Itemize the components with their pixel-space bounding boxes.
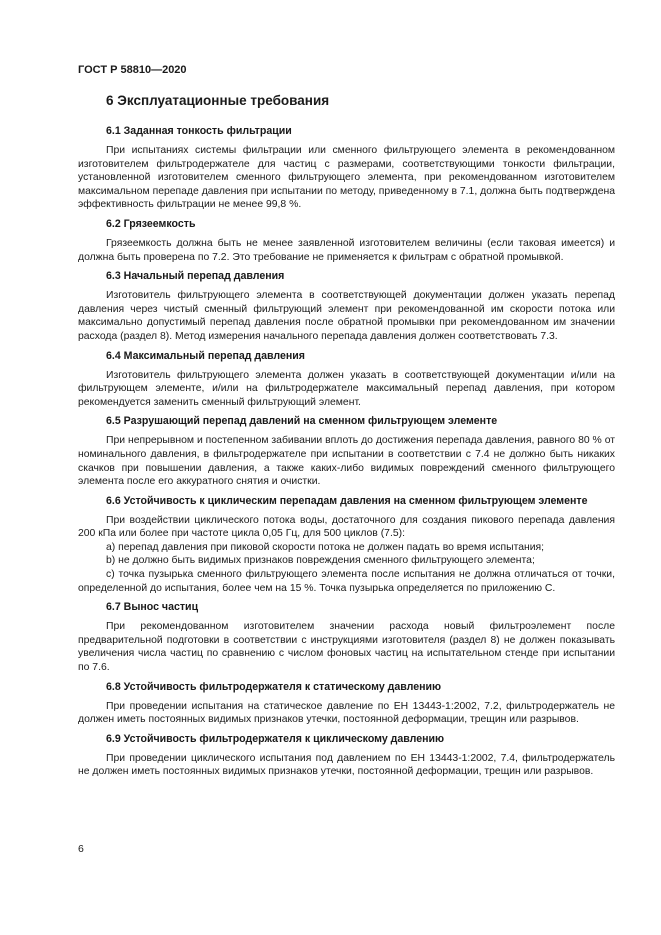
- section-title: 6 Эксплуатационные требования: [106, 93, 330, 108]
- subsection-title-6-5: 6.5 Разрушающий перепад давлений на сменном фильтрующем элементе: [106, 415, 498, 428]
- page-number: 6: [78, 843, 84, 855]
- paragraph: При проведении циклического испытания под давлением по ЕН 13443-1:2002, 7.4, фильтродержатель не должен иметь постоянных видимых признаков утечки, постоянной деформации, трещин или разрывов.: [78, 752, 615, 778]
- paragraph: При рекомендованном изготовителем значении расхода новый фильтроэлемент после предварительной подготовки в соответствии с инструкциями изготовителя (раздел 8) не должен показывать увеличения числа частиц по сравнению с числом фоновых частиц на испытательном стенде при испытании по 7.6.: [78, 621, 615, 674]
- subsection-title-6-9: 6.9 Устойчивость фильтродержателя к циклическому давлению: [106, 732, 445, 745]
- list-item: c) точка пузырька сменного фильтрующего элемента после испытания не должна отличаться от точки, определенной до испытания, более чем на 15 %. Точка пузырька определяется по приложению С.: [78, 569, 615, 594]
- paragraph: При проведении испытания на статическое давление по ЕН 13443-1:2002, 7.2, фильтродержатель не должен иметь постоянных видимых признаков утечки, постоянной деформации, трещин или разрывов.: [78, 700, 615, 726]
- paragraph: При испытаниях системы фильтрации или сменного фильтрующего элемента в рекомендованном изготовителем фильтродержателе для частиц с размерами, соответствующими тонкости фильтрации, установленной изготовителем сменного фильтрующего элемента, при рекомендованном изготовителем максимальном перепаде давления при испытании по методу, приведенному в 7.1, должна быть подтверждена эффективность фильтрации не менее 99,8 %.: [78, 145, 615, 211]
- paragraph: Грязеемкость должна быть не менее заявленной изготовителем величины (если таковая имеется) и должна быть проверена по 7.2. Это требование не применяется к фильтрам с обратной промывкой.: [78, 237, 615, 263]
- document-header: ГОСТ Р 58810—2020: [78, 64, 187, 76]
- subsection-title-6-7: 6.7 Вынос частиц: [106, 601, 199, 614]
- paragraph: Изготовитель фильтрующего элемента в соответствующей документации должен указать перепад давления через чистый сменный фильтрующий элемент при рекомендованной им скорости потока или максимально допустимый перепад давления после обратной промывки при рекомендованном им значении расхода (раздел 8). Метод измерения начального перепада давления должен соответствовать 7.3.: [78, 290, 615, 342]
- subsection-title-6-4: 6.4 Максимальный перепад давления: [106, 349, 305, 362]
- subsection-title-6-1: 6.1 Заданная тонкость фильтрации: [106, 125, 292, 137]
- section-content: [78, 124, 615, 784]
- paragraph: При воздействии циклического потока воды, достаточного для создания пикового перепада давления 200 кПа или более при частоте цикла 0,05 Гц, для 500 циклов (7.5):: [78, 514, 615, 540]
- list-item: a) перепад давления при пиковой скорости потока не должен падать во время испытания;: [106, 541, 545, 553]
- list-item: b) не должно быть видимых признаков повреждения сменного фильтрующего элемента;: [106, 555, 535, 567]
- paragraph: При непрерывном и постепенном забивании вплоть до достижения перепада давления, равного 80 % от номинального давления, в фильтродержателе при испытании в соответствии с 7.4 не должно быть никаких скачков при повышении давления, а также каких-либо видимых повреждений сменного фильтрующего элемента после его аккуратного снятия и очистки.: [78, 435, 615, 488]
- subsection-title-6-3: 6.3 Начальный перепад давления: [106, 270, 285, 283]
- paragraph: Изготовитель фильтрующего элемента должен указать в соответствующей документации и/или на фильтрующем элементе, и/или на фильтродержателе максимальный перепад давления, при котором рекомендуется заменить сменный фильтрующий элемент.: [78, 369, 615, 408]
- subsection-title-6-6: 6.6 Устойчивость к циклическим перепадам давления на сменном фильтрующем элементе: [106, 494, 588, 507]
- subsection-title-6-2: 6.2 Грязеемкость: [106, 217, 196, 230]
- subsection-title-6-8: 6.8 Устойчивость фильтродержателя к статическому давлению: [106, 680, 442, 693]
